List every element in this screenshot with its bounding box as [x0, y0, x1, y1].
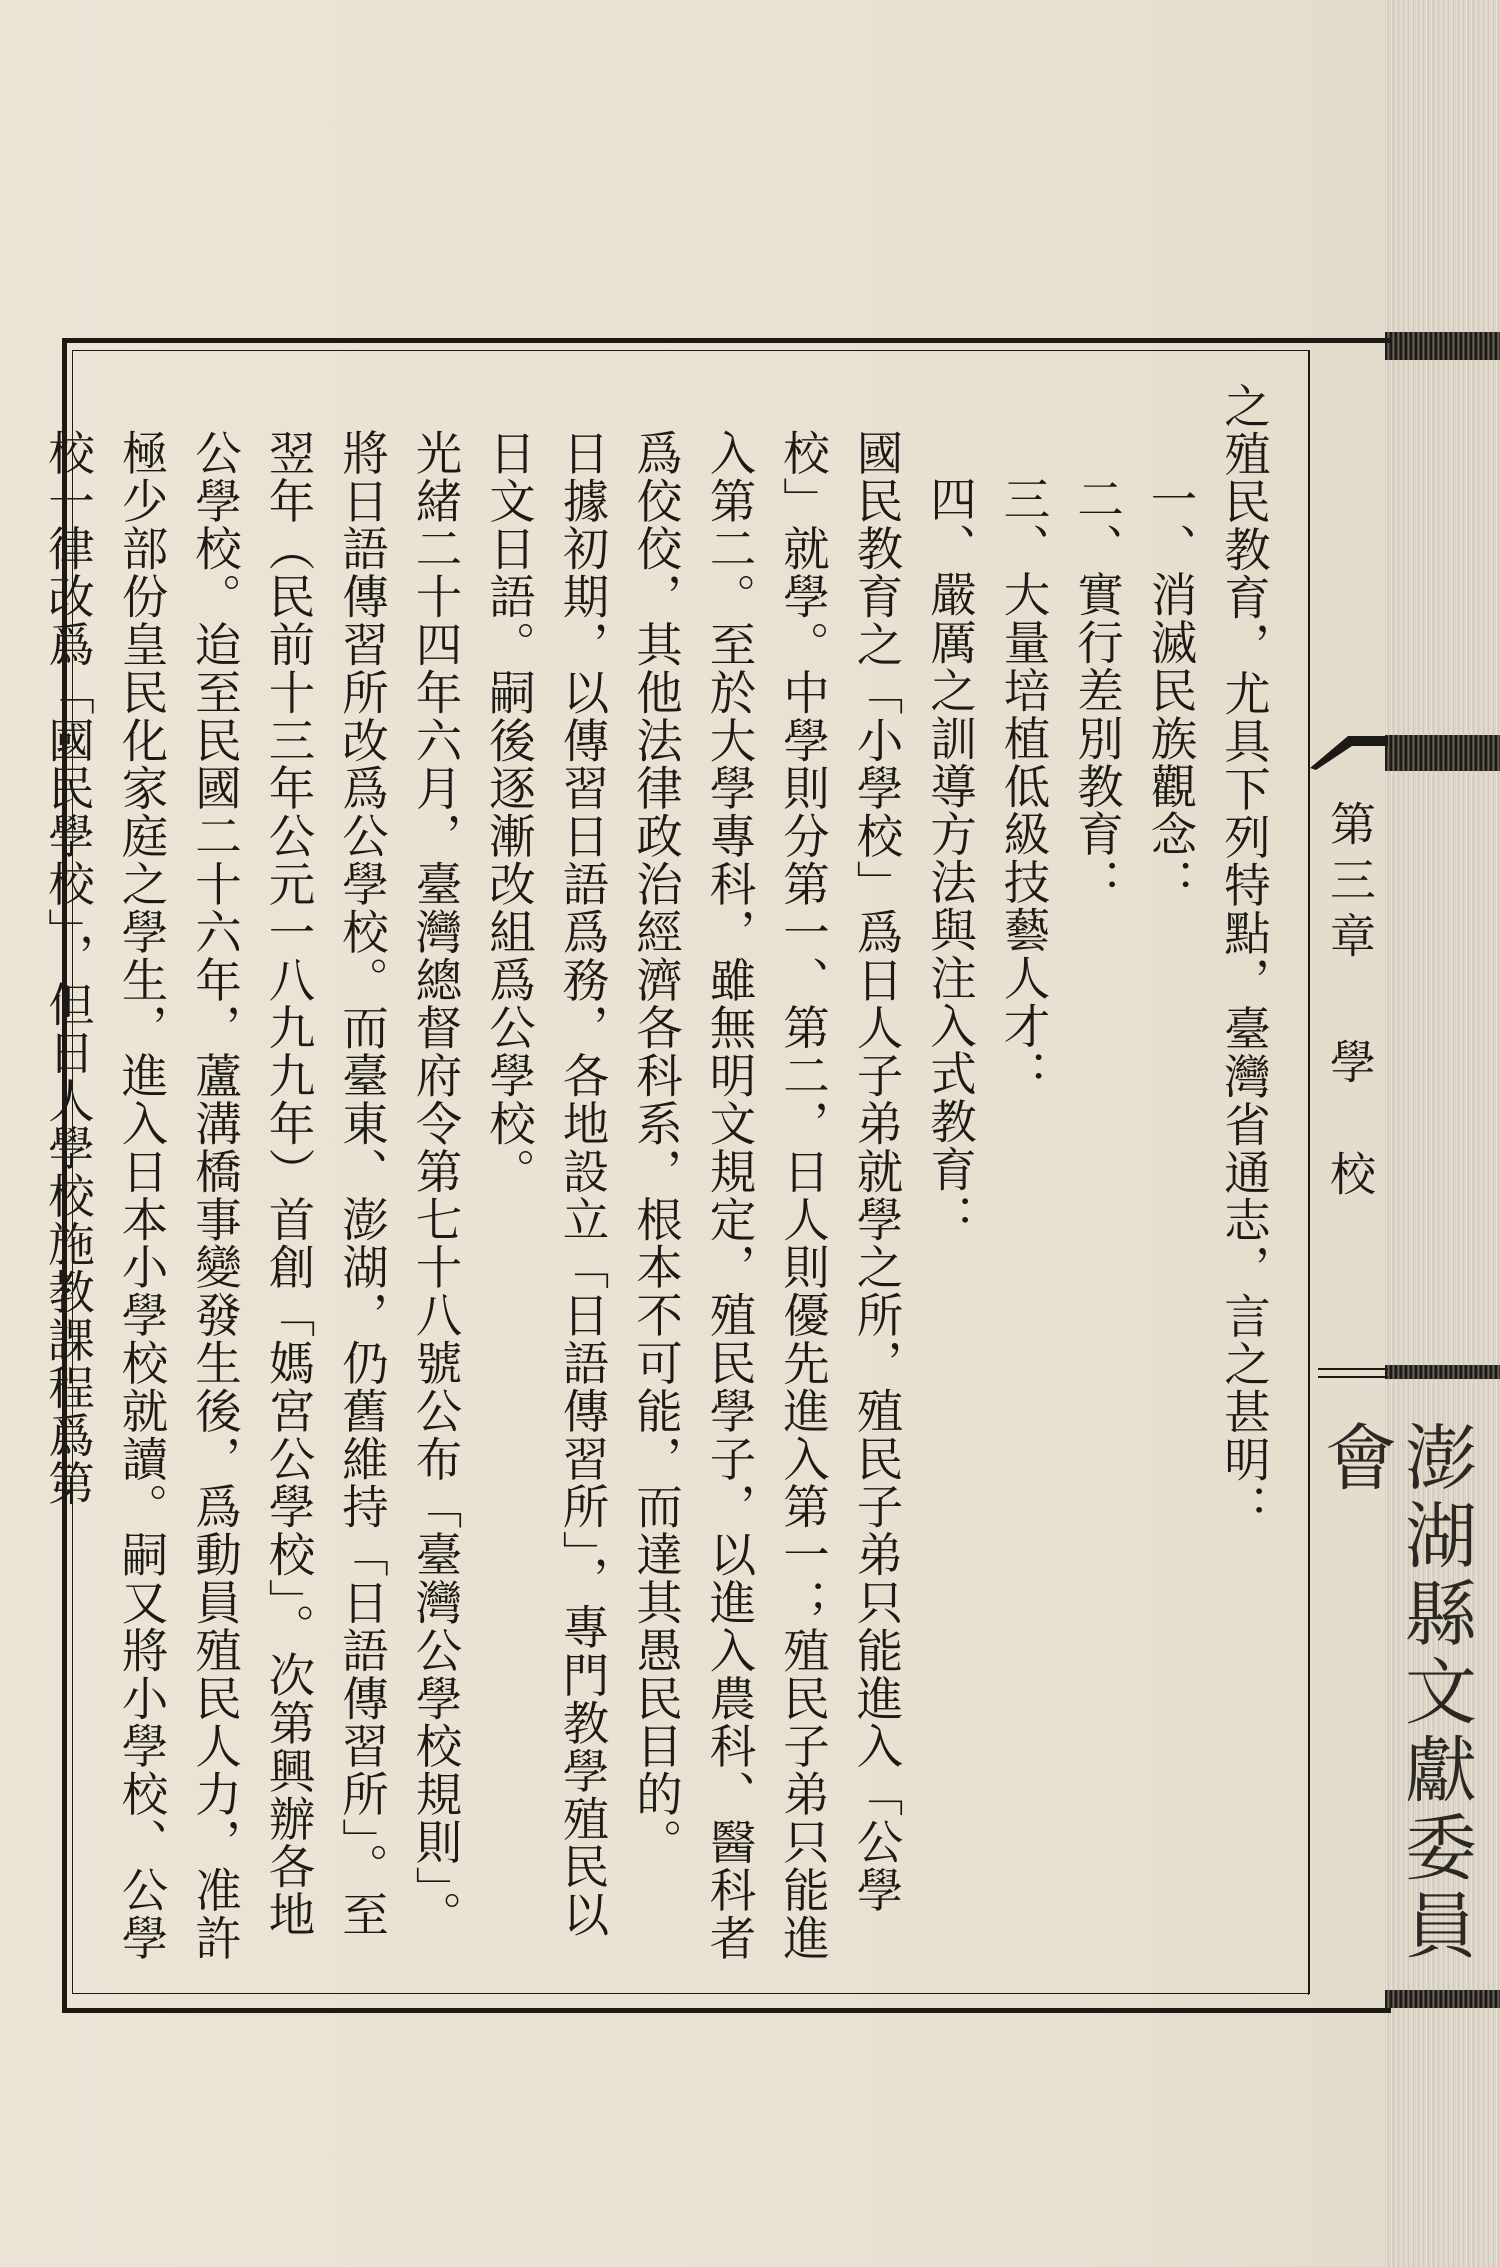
side-title: 澎湖縣文獻委員會: [1313, 1420, 1477, 1966]
list-item-1: 一、消滅民族觀念：: [1143, 475, 1198, 907]
running-head-rule: [1318, 1368, 1388, 1378]
book-edge-band-middle: [1385, 735, 1500, 771]
paragraph-early-period: 日據初期，以傳習日語爲務，各地設立「日語傳習所」，專門教學殖民以日文日語。嗣後逐漸改組爲公學校。: [482, 429, 610, 1939]
chapter-ornament: [1308, 730, 1388, 770]
list-item-2: 二、實行差別教育：: [1070, 475, 1124, 907]
list-item-4: 四、嚴厲之訓導方法與注入式教育：: [923, 475, 977, 1242]
section-label: 學 校: [1323, 1038, 1377, 1206]
book-edge-band-lower: [1385, 1365, 1500, 1379]
paragraph-national-education: 國民教育之「小學校」爲日人子弟就學之所，殖民子弟只能進入「公學校」就學。中學則分第一、第二，日人則優先進入第一；殖民子弟只能進入第二。至於大學專科，雖無明文規定，殖民學子，以進入農科、醫科者爲佼佼，其他法律政治經濟各科系，根本不可能，而達其愚民目的。: [629, 429, 904, 1962]
list-item-3: 三、大量培植低級技藝人才：: [996, 475, 1051, 1098]
book-edge-band-top: [1385, 332, 1500, 360]
chapter-label: 第三章: [1323, 800, 1377, 968]
running-head: [1316, 800, 1380, 1206]
body-text: [41, 382, 1280, 1982]
book-edge-band-bottom: [1385, 1990, 1500, 2008]
paragraph-intro: 之殖民教育，尤具下列特點，臺灣省通志，言之甚明：: [1217, 382, 1271, 1532]
paragraph-guangxu: 光緒二十四年六月，臺灣總督府令第七十八號公布「臺灣公學校規則」。將日語傳習所改爲公學校。而臺東、澎湖，仍舊維持「日語傳習所」。至翌年（民前十三年公元一八九九年）首創「媽宮公學校」。次第興辦各地公學校。迨至民國二十六年，蘆溝橋事變發生後，爲動員殖民人力，准許極少部份皇民化家庭之學生，進入日本小學校就讀。嗣又將小學校、公學校一律改爲「國民學校」，但日人學校施教課程爲第: [41, 429, 463, 1962]
